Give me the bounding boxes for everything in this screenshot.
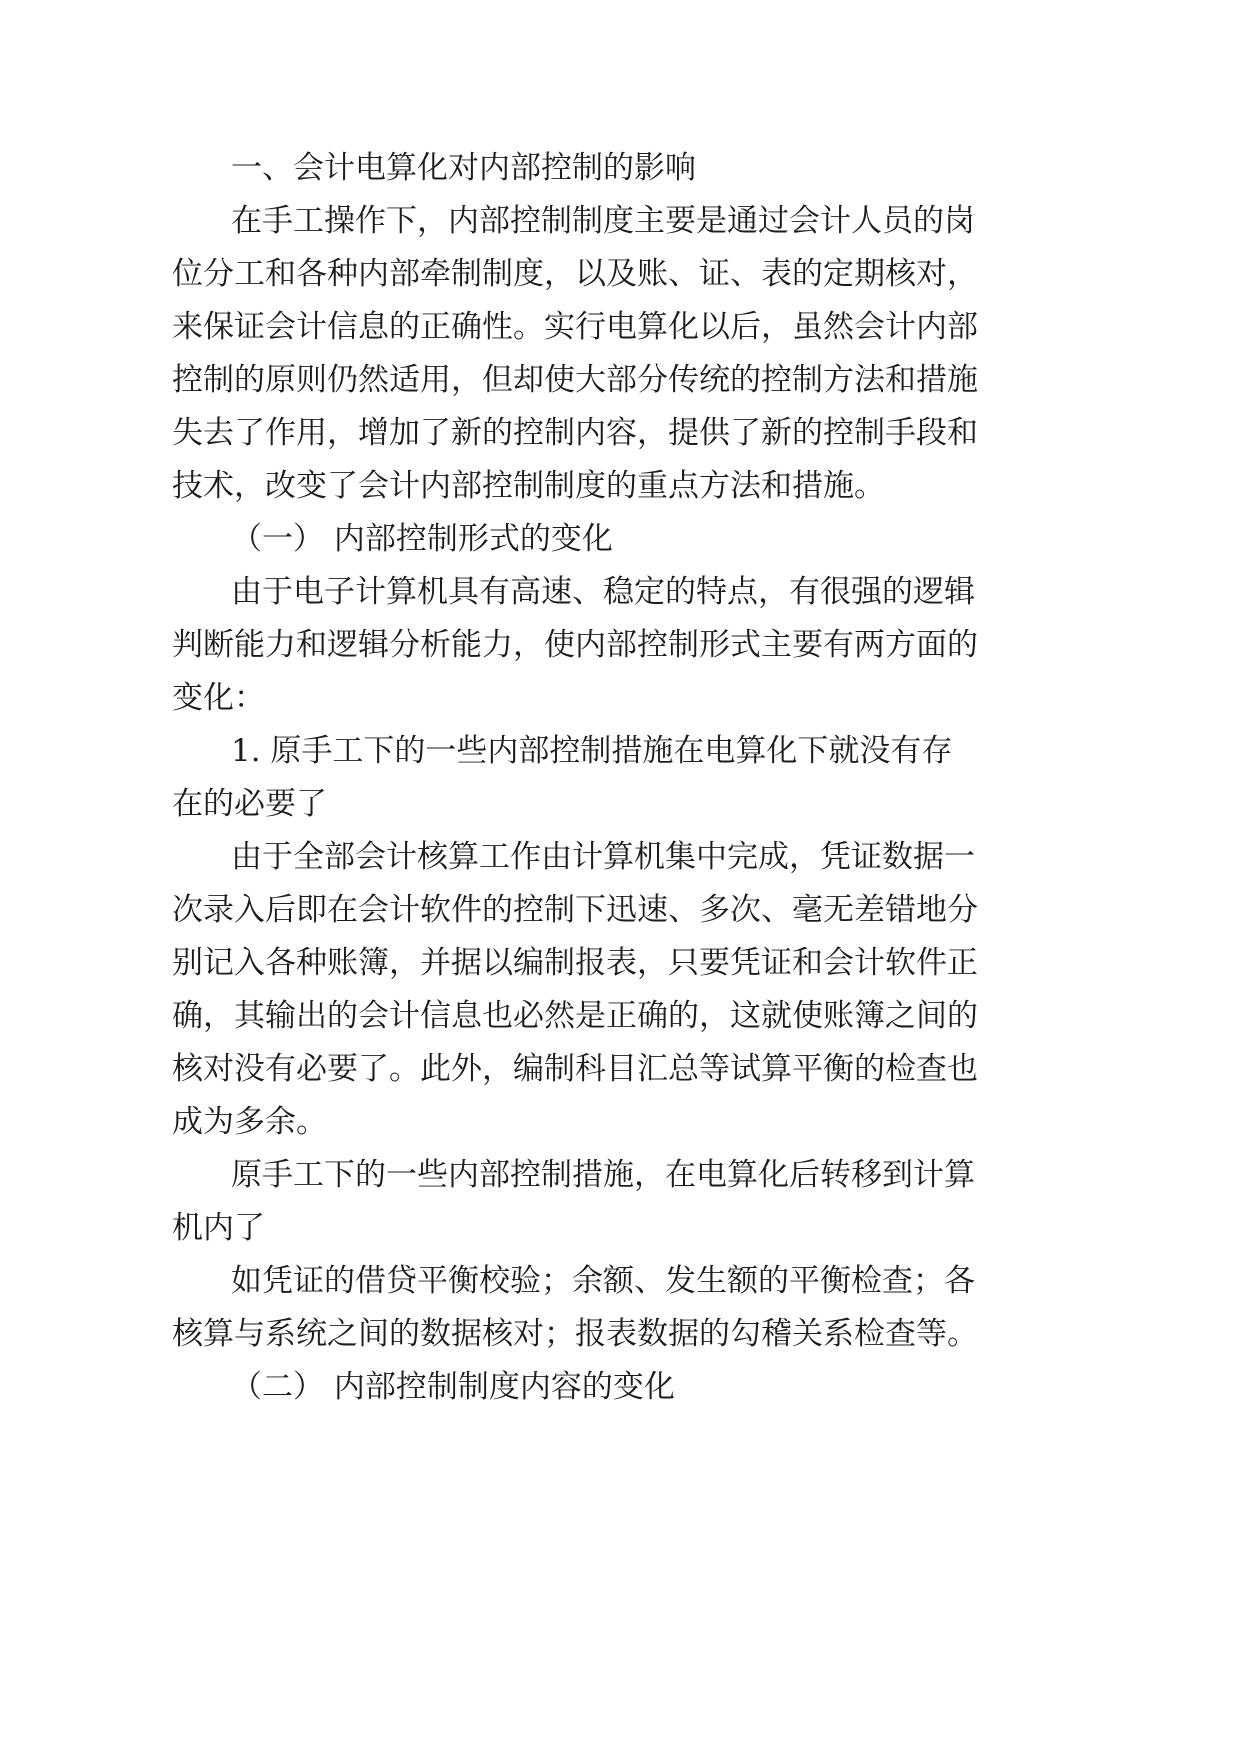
paragraph-line: 控制的原则仍然适用，但却使大部分传统的控制方法和措施 [172, 362, 978, 398]
paragraph-line: 位分工和各种内部牵制制度，以及账、证、表的定期核对， [172, 256, 978, 292]
subsection-heading: （二） 内部控制制度内容的变化 [231, 1369, 675, 1405]
paragraph-line: 变化： [172, 680, 265, 716]
subsection-heading: （一） 内部控制形式的变化 [231, 521, 613, 557]
paragraph-line: 核算与系统之间的数据核对；报表数据的勾稽关系检查等。 [172, 1316, 978, 1352]
paragraph-line: 失去了作用，增加了新的控制内容，提供了新的控制手段和 [172, 415, 978, 451]
list-item-heading: 机内了 [172, 1210, 265, 1246]
paragraph-line: 由于全部会计核算工作由计算机集中完成，凭证数据一 [231, 839, 975, 875]
list-item-heading: 原手工下的一些内部控制措施，在电算化后转移到计算 [231, 1157, 975, 1193]
paragraph-line: 成为多余。 [172, 1104, 327, 1140]
paragraph-line: 核对没有必要了。此外，编制科目汇总等试算平衡的检查也 [172, 1051, 978, 1087]
paragraph-line: 技术，改变了会计内部控制制度的重点方法和措施。 [172, 468, 885, 504]
paragraph-line: 来保证会计信息的正确性。实行电算化以后，虽然会计内部 [172, 309, 978, 345]
paragraph-line: 如凭证的借贷平衡校验；余额、发生额的平衡检查；各 [231, 1263, 975, 1299]
section-heading: 一、会计电算化对内部控制的影响 [231, 150, 696, 186]
list-item-heading: 在的必要了 [172, 786, 327, 822]
paragraph-line: 确，其输出的会计信息也必然是正确的，这就使账簿之间的 [172, 998, 978, 1034]
paragraph-line: 由于电子计算机具有高速、稳定的特点，有很强的逻辑 [231, 574, 975, 610]
list-item-heading: 1. 原手工下的一些内部控制措施在电算化下就没有存 [231, 733, 953, 769]
paragraph-line: 次录入后即在会计软件的控制下迅速、多次、毫无差错地分 [172, 892, 978, 928]
paragraph-line: 别记入各种账簿，并据以编制报表，只要凭证和会计软件正 [172, 945, 978, 981]
paragraph-line: 在手工操作下，内部控制制度主要是通过会计人员的岗 [231, 203, 975, 239]
paragraph-line: 判断能力和逻辑分析能力，使内部控制形式主要有两方面的 [172, 627, 978, 663]
